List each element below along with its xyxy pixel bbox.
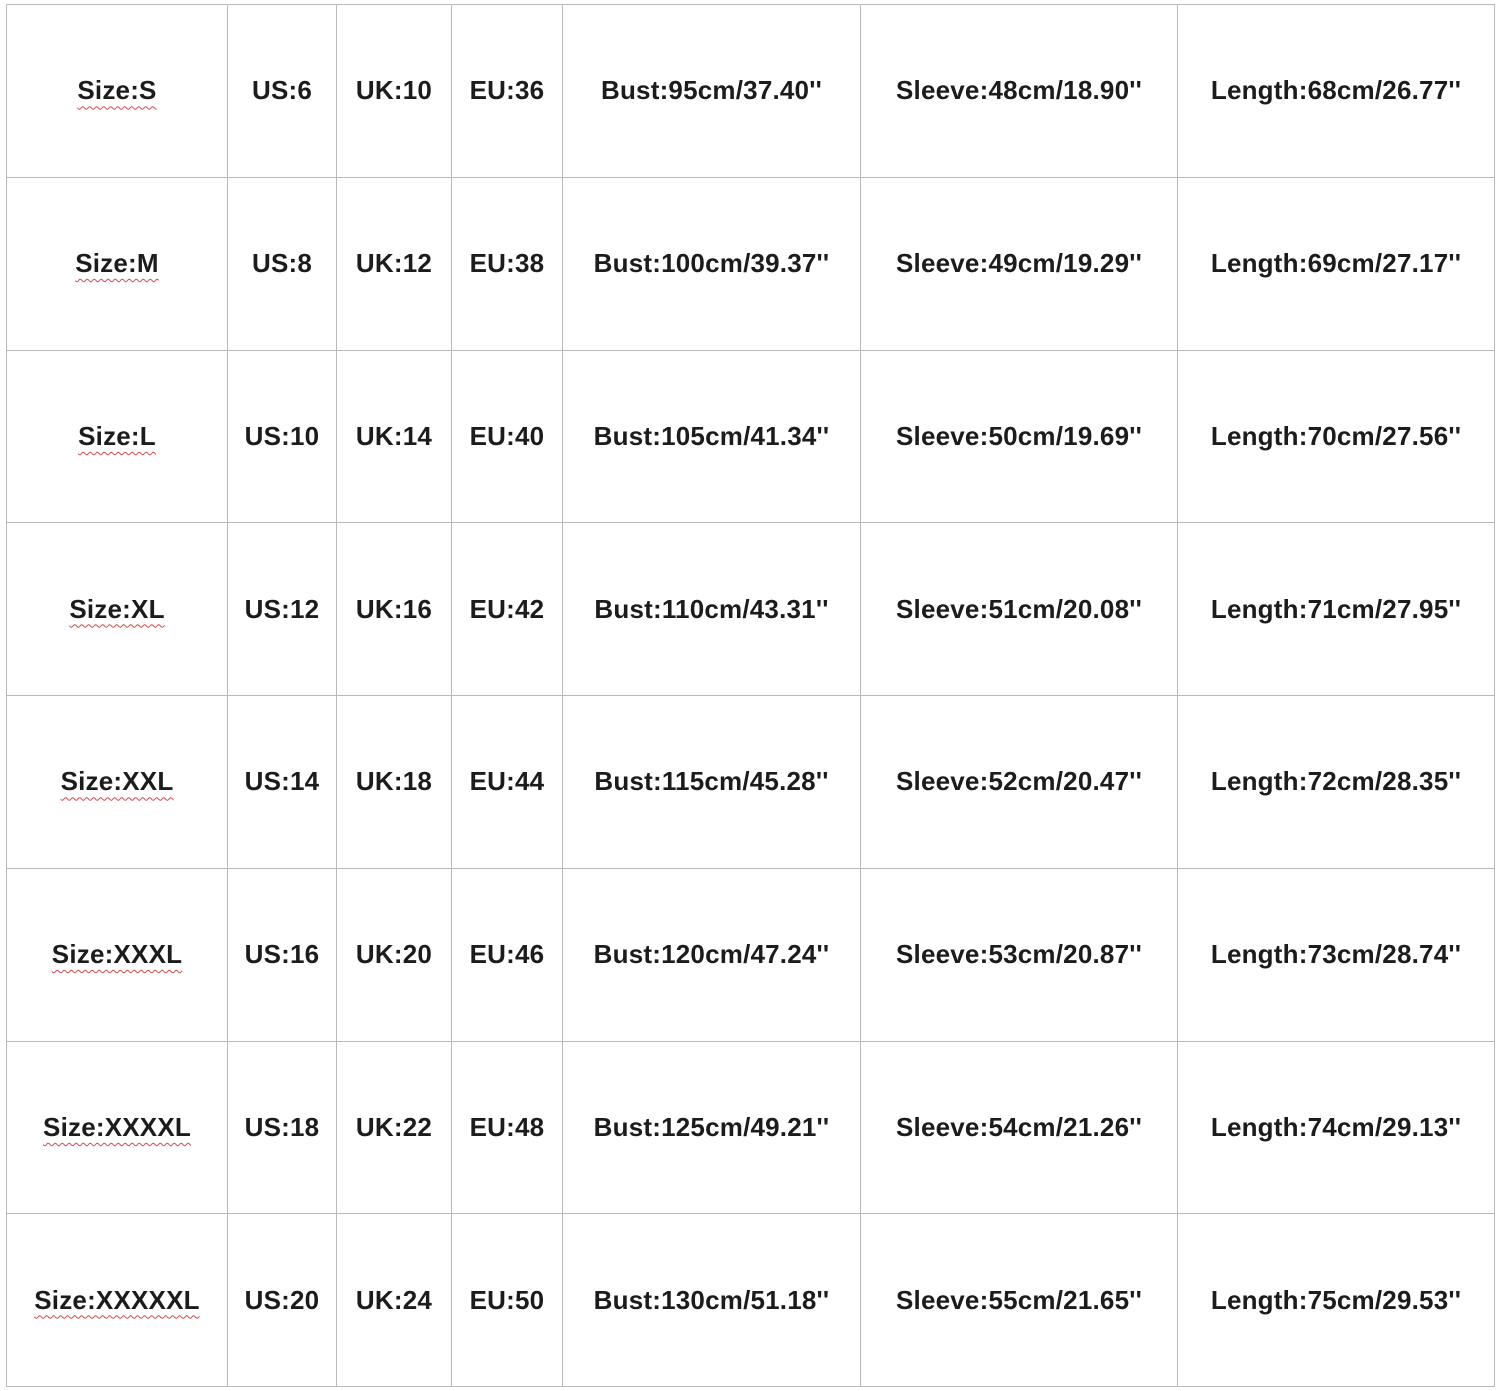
length-text: Length:71cm/27.95'' [1210, 593, 1462, 624]
uk-size-cell [337, 523, 452, 696]
size-label-cell [7, 696, 228, 869]
size-label-cell [7, 868, 228, 1041]
us-size-cell [228, 868, 337, 1041]
us-text: US:18 [244, 1111, 320, 1142]
eu-text: EU:50 [469, 1284, 545, 1315]
sleeve-text: Sleeve:54cm/21.26'' [895, 1111, 1142, 1142]
size-text: Size:S [77, 75, 157, 106]
size-text: Size:M [75, 248, 159, 279]
bust-text: Bust:130cm/51.18'' [593, 1284, 830, 1315]
eu-size-cell [452, 350, 563, 523]
sleeve-text: Sleeve:53cm/20.87'' [895, 939, 1142, 970]
uk-size-cell [337, 5, 452, 178]
eu-text: EU:44 [469, 766, 545, 797]
sleeve-measure-cell [861, 5, 1178, 178]
eu-text: EU:48 [469, 1111, 545, 1142]
bust-measure-cell [563, 1214, 861, 1387]
length-measure-cell [1178, 350, 1495, 523]
sleeve-measure-cell [861, 1214, 1178, 1387]
size-row [7, 5, 1495, 178]
bust-text: Bust:105cm/41.34'' [593, 420, 830, 451]
size-text: Size:XXL [60, 766, 174, 797]
sleeve-measure-cell [861, 696, 1178, 869]
bust-measure-cell [563, 696, 861, 869]
bust-measure-cell [563, 1041, 861, 1214]
bust-measure-cell [563, 523, 861, 696]
size-text: Size:XXXXXL [34, 1284, 200, 1315]
size-row [7, 696, 1495, 869]
uk-text: UK:14 [355, 420, 433, 451]
eu-text: EU:36 [469, 75, 545, 106]
eu-size-cell [452, 696, 563, 869]
bust-measure-cell [563, 5, 861, 178]
sleeve-text: Sleeve:48cm/18.90'' [895, 75, 1142, 106]
uk-size-cell [337, 177, 452, 350]
uk-text: UK:12 [355, 248, 433, 279]
size-label-cell [7, 1214, 228, 1387]
length-text: Length:70cm/27.56'' [1210, 420, 1462, 451]
length-measure-cell [1178, 1214, 1495, 1387]
sleeve-measure-cell [861, 868, 1178, 1041]
eu-size-cell [452, 868, 563, 1041]
sleeve-text: Sleeve:50cm/19.69'' [895, 420, 1142, 451]
uk-size-cell [337, 868, 452, 1041]
sleeve-measure-cell [861, 523, 1178, 696]
size-row [7, 1214, 1495, 1387]
us-size-cell [228, 1214, 337, 1387]
uk-text: UK:22 [355, 1111, 433, 1142]
length-text: Length:75cm/29.53'' [1210, 1284, 1462, 1315]
uk-text: UK:20 [355, 939, 433, 970]
uk-text: UK:18 [355, 766, 433, 797]
uk-size-cell [337, 1041, 452, 1214]
bust-text: Bust:95cm/37.40'' [601, 75, 822, 106]
sleeve-text: Sleeve:52cm/20.47'' [895, 766, 1142, 797]
eu-size-cell [452, 1041, 563, 1214]
bust-text: Bust:115cm/45.28'' [594, 766, 829, 797]
length-measure-cell [1178, 1041, 1495, 1214]
size-row [7, 350, 1495, 523]
size-label-cell [7, 350, 228, 523]
uk-text: UK:24 [355, 1284, 433, 1315]
size-text: Size:XXXXL [43, 1111, 191, 1142]
length-text: Length:69cm/27.17'' [1210, 248, 1462, 279]
size-row [7, 177, 1495, 350]
length-text: Length:73cm/28.74'' [1210, 939, 1462, 970]
uk-text: UK:10 [355, 75, 433, 106]
us-text: US:12 [244, 593, 320, 624]
eu-size-cell [452, 177, 563, 350]
length-text: Length:74cm/29.13'' [1210, 1111, 1462, 1142]
size-label-cell [7, 5, 228, 178]
eu-size-cell [452, 1214, 563, 1387]
us-text: US:8 [251, 248, 313, 279]
us-size-cell [228, 523, 337, 696]
length-measure-cell [1178, 523, 1495, 696]
size-row [7, 868, 1495, 1041]
eu-text: EU:38 [469, 248, 545, 279]
us-size-cell [228, 696, 337, 869]
bust-text: Bust:110cm/43.31'' [594, 593, 829, 624]
us-text: US:14 [244, 766, 320, 797]
uk-size-cell [337, 696, 452, 869]
uk-size-cell [337, 350, 452, 523]
us-size-cell [228, 350, 337, 523]
length-measure-cell [1178, 5, 1495, 178]
size-row [7, 523, 1495, 696]
bust-text: Bust:100cm/39.37'' [593, 248, 830, 279]
length-measure-cell [1178, 177, 1495, 350]
bust-text: Bust:125cm/49.21'' [593, 1111, 830, 1142]
us-text: US:6 [251, 75, 313, 106]
size-label-cell [7, 1041, 228, 1214]
length-measure-cell [1178, 696, 1495, 869]
bust-measure-cell [563, 868, 861, 1041]
size-text: Size:XL [69, 593, 165, 624]
size-label-cell [7, 177, 228, 350]
us-size-cell [228, 5, 337, 178]
bust-measure-cell [563, 177, 861, 350]
uk-size-cell [337, 1214, 452, 1387]
sleeve-text: Sleeve:51cm/20.08'' [895, 593, 1142, 624]
eu-text: EU:40 [469, 420, 545, 451]
length-measure-cell [1178, 868, 1495, 1041]
sleeve-measure-cell [861, 350, 1178, 523]
eu-text: EU:42 [469, 593, 545, 624]
length-text: Length:72cm/28.35'' [1210, 766, 1462, 797]
us-text: US:16 [244, 939, 320, 970]
size-text: Size:L [78, 420, 156, 451]
uk-text: UK:16 [355, 593, 433, 624]
size-label-cell [7, 523, 228, 696]
size-chart-table [6, 4, 1495, 1387]
bust-text: Bust:120cm/47.24'' [593, 939, 830, 970]
sleeve-measure-cell [861, 177, 1178, 350]
size-row [7, 1041, 1495, 1214]
eu-size-cell [452, 523, 563, 696]
sleeve-text: Sleeve:49cm/19.29'' [895, 248, 1142, 279]
size-text: Size:XXXL [51, 939, 183, 970]
sleeve-measure-cell [861, 1041, 1178, 1214]
us-text: US:10 [244, 420, 320, 451]
us-size-cell [228, 177, 337, 350]
us-text: US:20 [244, 1284, 320, 1315]
eu-text: EU:46 [469, 939, 545, 970]
sleeve-text: Sleeve:55cm/21.65'' [895, 1284, 1142, 1315]
size-chart-body [7, 5, 1495, 1387]
us-size-cell [228, 1041, 337, 1214]
eu-size-cell [452, 5, 563, 178]
bust-measure-cell [563, 350, 861, 523]
length-text: Length:68cm/26.77'' [1210, 75, 1462, 106]
